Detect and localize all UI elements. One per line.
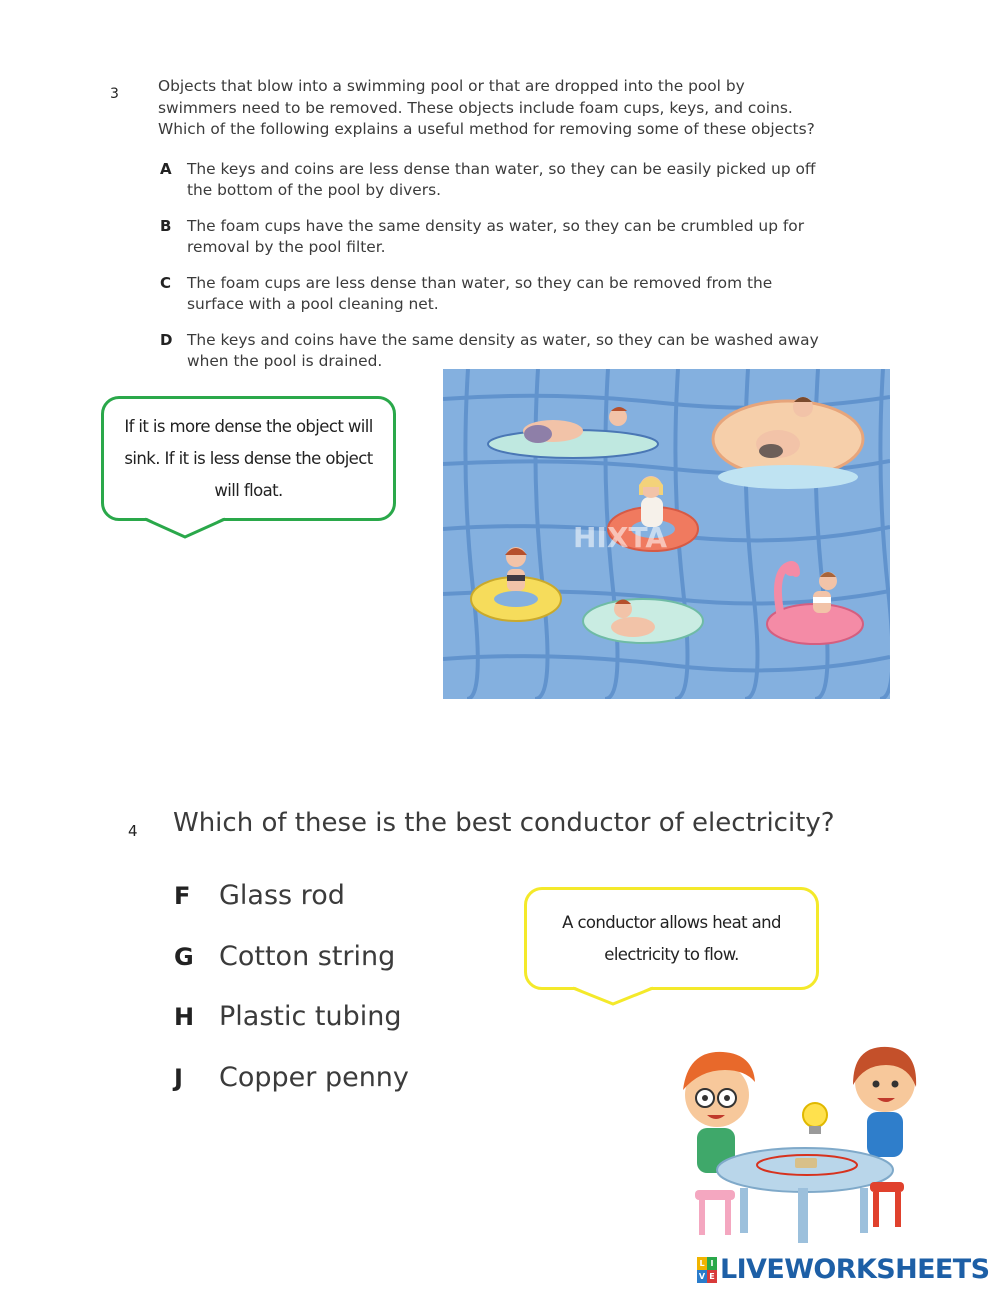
conductor-hint-text: A conductor allows heat and electricity to flow. [562, 912, 781, 964]
option-c[interactable] [187, 273, 887, 314]
question-4-stem: Which of these is the best conductor of electricity? [173, 808, 835, 838]
question-3-stem [158, 76, 898, 141]
option-g[interactable]: Cotton string [219, 941, 396, 972]
option-g-letter: G [174, 943, 194, 971]
logo-text: LIVEWORKSHEETS [720, 1254, 990, 1285]
option-a[interactable] [187, 159, 887, 200]
density-hint-bubble [101, 396, 396, 521]
option-j[interactable]: Copper penny [219, 1062, 409, 1093]
logo-mark-letter: L [697, 1257, 707, 1270]
logo-mark-letter: E [707, 1270, 717, 1283]
option-b-letter: B [160, 217, 172, 235]
option-f-letter: F [174, 882, 191, 910]
logo-mark-letter: I [707, 1257, 717, 1270]
option-b[interactable] [187, 216, 887, 257]
option-c-letter: C [160, 274, 172, 292]
density-hint-bubble-tail [145, 517, 225, 539]
question-3-stem-line: swimmers need to be removed. These objects include foam cups, keys, and coins. [158, 98, 793, 117]
logo-mark-icon [697, 1257, 717, 1283]
question-3-number: 3 [110, 86, 119, 102]
option-a-line: the bottom of the pool by divers. [187, 180, 441, 199]
option-a-line: The keys and coins are less dense than water, so they can be easily picked up off [187, 160, 816, 178]
option-a-letter: A [160, 160, 172, 178]
option-c-line: surface with a pool cleaning net. [187, 294, 439, 313]
kids-circuit-illustration [655, 1040, 935, 1255]
option-h[interactable]: Plastic tubing [219, 1001, 402, 1032]
liveworksheets-logo [697, 1254, 989, 1285]
option-h-letter: H [174, 1003, 195, 1031]
conductor-hint-bubble-tail [573, 986, 653, 1006]
option-c-line: The foam cups are less dense than water, so they can be removed from the [187, 274, 773, 292]
option-d-letter: D [160, 331, 173, 349]
question-3-stem-line: Objects that blow into a swimming pool or that are dropped into the pool by [158, 77, 745, 95]
conductor-hint-bubble [524, 887, 819, 990]
option-b-line: The foam cups have the same density as water, so they can be crumbled up for [187, 217, 805, 235]
image-watermark: HIXTA [573, 521, 668, 554]
option-f[interactable]: Glass rod [219, 880, 345, 911]
density-hint-text: If it is more dense the object will sink. If it is less dense the object will float. [124, 416, 373, 500]
option-d[interactable] [187, 330, 887, 371]
option-d-line: The keys and coins have the same density as water, so they can be washed away [187, 331, 819, 349]
pool-illustration [443, 369, 890, 699]
option-j-letter: J [174, 1064, 183, 1092]
question-3-stem-line: Which of the following explains a useful method for removing some of these objects? [158, 120, 815, 138]
option-b-line: removal by the pool filter. [187, 237, 386, 256]
logo-mark-letter: V [698, 1271, 706, 1281]
option-d-line: when the pool is drained. [187, 351, 383, 370]
question-4-number: 4 [128, 822, 138, 840]
